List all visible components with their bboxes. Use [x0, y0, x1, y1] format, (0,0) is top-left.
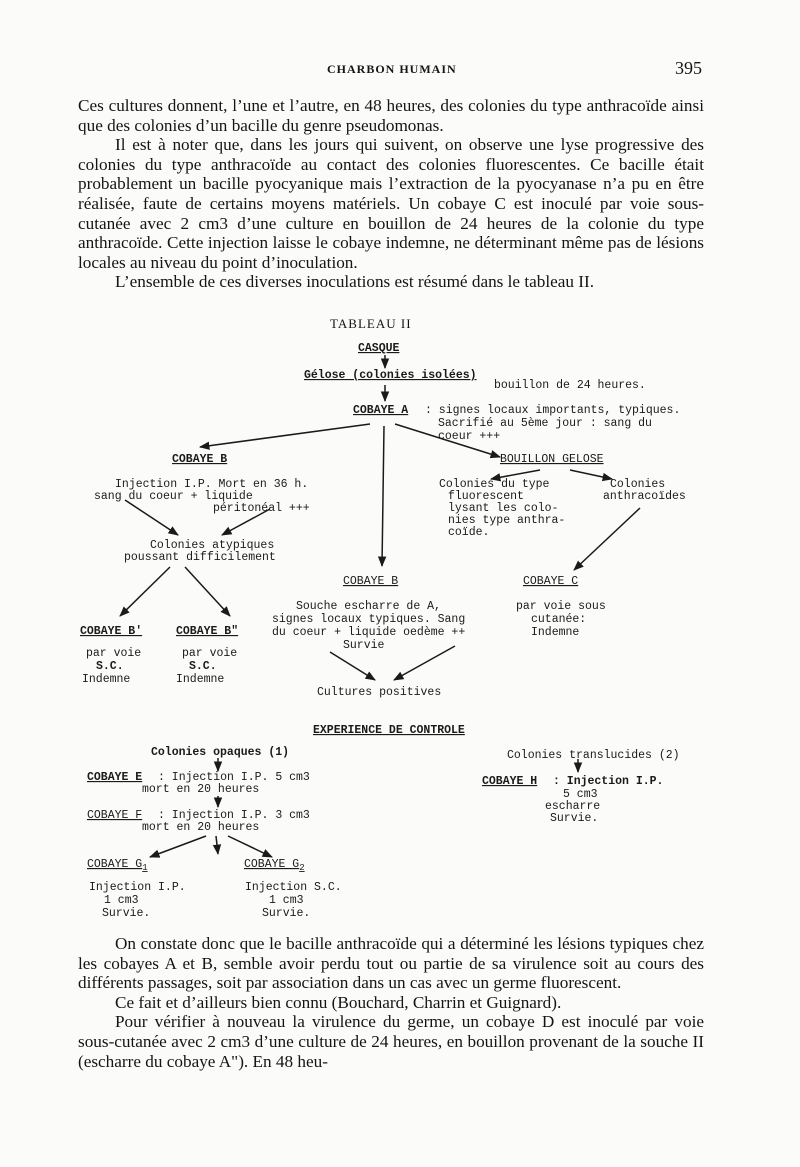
cobaye-c-label: COBAYE C	[523, 575, 579, 588]
cobaye-g1-sub: 1	[142, 863, 148, 873]
cobaye-g2-desc: 1 cm3	[269, 894, 304, 907]
cobaye-g2-label	[244, 858, 305, 873]
colonies-anthra: anthracoïdes	[603, 490, 686, 503]
bouillon-gelose-label: BOUILLON GELOSE	[500, 453, 604, 466]
cobaye-f-desc: mort en 20 heures	[142, 821, 260, 834]
cobaye-g1-desc: 1 cm3	[104, 894, 139, 907]
arrow	[330, 652, 375, 680]
paragraph: Ces cultures donnent, l’une et l’autre, en 48 heures, des colonies du type anthracoïde ainsi que des colonies d’un bacille du genre pseudomonas.	[78, 96, 704, 135]
cobaye-b-center-label: COBAYE B	[343, 575, 399, 588]
cobaye-h-desc: escharre	[545, 800, 601, 813]
cobaye-g2-desc: Injection S.C.	[245, 881, 342, 894]
paragraph: On constate donc que le bacille anthracoïde qui a déterminé les lésions typiques chez les cobayes A et B, semble avoir perdu tout ou partie de sa virulence soit au cours des différents passages, soit par association dans un cas avec un germe fluorescent.	[78, 934, 704, 993]
cobaye-a-desc: coeur +++	[438, 430, 501, 443]
paragraph: Pour vérifier à nouveau la virulence du germe, un cobaye D est inoculé par voie sous-cutanée avec 2 cm3 d’une culture de 24 heures, en bouillon provenant de la souche II (escharre du cobaye A"). En 48 heu-	[78, 1012, 704, 1071]
cobaye-b-center-desc: Survie	[343, 639, 385, 652]
cobaye-g2-desc: Survie.	[262, 907, 311, 920]
arrow	[570, 470, 612, 479]
arrow	[394, 646, 455, 680]
controle-title: EXPERIENCE DE CONTROLE	[313, 724, 465, 737]
cobaye-h-desc: Survie.	[550, 812, 599, 825]
arrow	[125, 500, 178, 535]
cobaye-b-left-desc: Injection I.P. Mort en 36 h.	[115, 478, 309, 491]
cobaye-g1-label	[87, 858, 148, 873]
cobaye-e-label: COBAYE E	[87, 771, 143, 784]
gelose-label: Gélose (colonies isolées)	[304, 369, 477, 382]
cobaye-g1-desc: Injection I.P.	[89, 881, 186, 894]
arrow	[185, 567, 230, 616]
cobaye-g2-sub: 2	[299, 863, 305, 873]
cobaye-b-center-desc: Souche escharre de A,	[296, 600, 441, 613]
cobaye-b1-desc: Indemne	[82, 673, 131, 686]
arrow	[382, 426, 384, 566]
text-bottom	[78, 934, 704, 1071]
arrow	[200, 424, 370, 447]
cultures-positives: Cultures positives	[317, 686, 442, 699]
cobaye-h-desc: 5 cm3	[563, 788, 598, 801]
table-title: TABLEAU II	[330, 316, 412, 331]
colonies-anthra: Colonies	[610, 478, 666, 491]
cobaye-g1-desc: Survie.	[102, 907, 151, 920]
colonies-fluo: coïde.	[448, 526, 490, 539]
cobaye-g2-text: COBAYE G	[244, 858, 300, 871]
colonies-fluo: fluorescent	[448, 490, 524, 503]
arrow	[150, 836, 206, 857]
cobaye-b2-desc: Indemne	[176, 673, 225, 686]
cobaye-f-desc: : Injection I.P. 3 cm3	[158, 809, 310, 822]
cobaye-c-desc: Indemne	[531, 626, 580, 639]
colonies-fluo: Colonies du type	[439, 478, 550, 491]
paragraph: Ce fait et d’ailleurs bien connu (Bouchard, Charrin et Guignard).	[115, 992, 562, 1012]
bouillon-label: bouillon de 24 heures.	[494, 379, 646, 392]
cobaye-a-desc: : signes locaux importants, typiques.	[425, 404, 681, 417]
cobaye-b-center-desc: signes locaux typiques. Sang	[272, 613, 466, 626]
cobaye-b1-desc: par voie	[86, 647, 142, 660]
colonies-fluo: lysant les colo-	[448, 502, 559, 515]
cobaye-c-desc: cutanée:	[531, 613, 587, 626]
paragraph: Il est à noter que, dans les jours qui suivent, on observe une lyse progressive des colonies du type anthracoïde au contact des colonies fluorescentes. Ce bacille était probablement un bacille pyocyanique mais l’extraction de la pyocyanase n’a pu en être réalisée, faute de certains moyens matériels. Un cobaye C est inoculé par voie sous-cutanée avec 2 cm3 d’une culture en bouillon de 24 heures de la colonie du type anthracoïde. Cette injection laisse le cobaye indemne, ne déterminant même pas de lésions locales au niveau du point d’inoculation.	[78, 135, 704, 272]
page-number: 395	[675, 58, 702, 78]
casque-label: CASQUE	[358, 342, 400, 355]
colonies-opaques: Colonies opaques (1)	[151, 746, 290, 759]
cobaye-h-label: COBAYE H	[482, 775, 538, 788]
cobaye-b-center-desc: du coeur + liquide oedème ++	[272, 626, 466, 639]
cobaye-f-label: COBAYE F	[87, 809, 143, 822]
arrow	[574, 508, 640, 570]
cobaye-b-left-desc: péritonéal +++	[213, 502, 310, 515]
arrow	[216, 836, 218, 854]
cobaye-c-desc: par voie sous	[516, 600, 606, 613]
cobaye-a-label: COBAYE A	[353, 404, 409, 417]
cobaye-e-desc: : Injection I.P. 5 cm3	[158, 771, 310, 784]
cobaye-b2-label: COBAYE B"	[176, 625, 239, 638]
cobaye-b1-desc: S.C.	[96, 660, 124, 673]
colonies-atypiques: poussant difficilement	[124, 551, 276, 564]
arrow	[120, 567, 170, 616]
colonies-atypiques: Colonies atypiques	[150, 539, 275, 552]
cobaye-b-left-label: COBAYE B	[172, 453, 228, 466]
cobaye-a-desc: Sacrifié au 5ème jour : sang du	[438, 417, 652, 430]
running-head: CHARBON HUMAIN	[327, 62, 457, 76]
cobaye-b1-label: COBAYE B'	[80, 625, 143, 638]
colonies-fluo: nies type anthra-	[448, 514, 566, 527]
paragraph: L’ensemble de ces diverses inoculations est résumé dans le tableau II.	[115, 272, 595, 292]
cobaye-b2-desc: S.C.	[189, 660, 217, 673]
cobaye-b-left-desc: sang du coeur + liquide	[94, 490, 253, 503]
cobaye-e-desc: mort en 20 heures	[142, 783, 260, 796]
cobaye-b2-desc: par voie	[182, 647, 238, 660]
arrow	[228, 836, 272, 857]
cobaye-g1-text: COBAYE G	[87, 858, 143, 871]
cobaye-h-desc: : Injection I.P.	[553, 775, 664, 788]
colonies-translucides: Colonies translucides (2)	[507, 749, 680, 762]
